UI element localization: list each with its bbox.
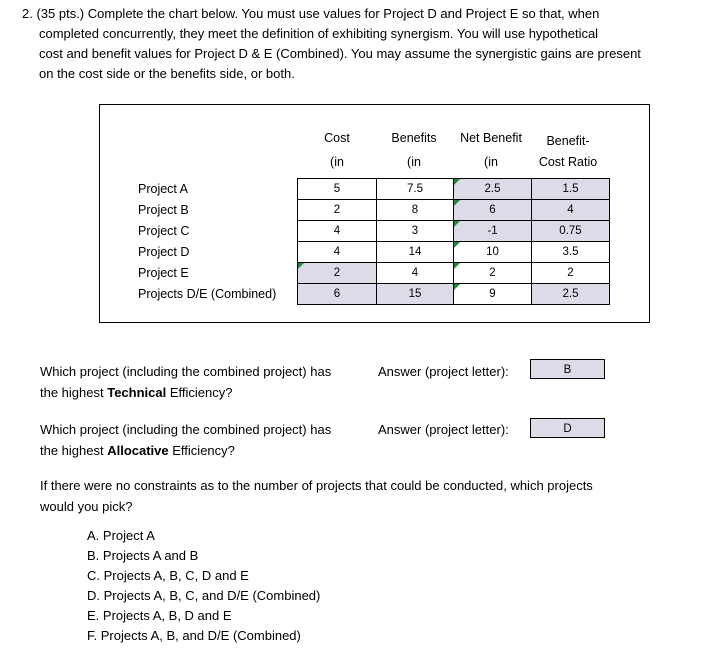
question-emphasis: Technical xyxy=(107,385,167,400)
question-line-1: 2. (35 pts.) Complete the chart below. You must use values for Project D and Project E so that, when xyxy=(22,6,600,21)
answer-options xyxy=(87,526,320,646)
formula-marker-icon xyxy=(454,263,460,269)
header-benefits-unit: (in xyxy=(407,155,421,169)
allocative-efficiency-question xyxy=(40,419,370,461)
row-label: Projects D/E (Combined) xyxy=(138,287,277,301)
net-benefit-value: 2 xyxy=(489,267,496,279)
question-line: would you pick? xyxy=(40,499,133,514)
row-label: Project B xyxy=(138,203,189,217)
question-line xyxy=(40,440,370,461)
question-text-part: the highest xyxy=(40,443,108,458)
net-benefit-value: 10 xyxy=(486,246,499,258)
net-benefit-value: 9 xyxy=(489,288,496,300)
cost-cell[interactable]: 2 xyxy=(298,200,377,221)
answer-label: Answer (project letter): xyxy=(378,422,509,437)
header-ratio-line2: Cost Ratio xyxy=(538,155,598,169)
ratio-cell[interactable]: 2.5 xyxy=(532,284,610,305)
benefits-cell[interactable]: 14 xyxy=(377,242,454,263)
technical-efficiency-question xyxy=(40,361,370,403)
formula-marker-icon xyxy=(298,263,304,269)
table-row xyxy=(298,263,610,284)
header-cost: Cost xyxy=(324,131,350,145)
cost-cell[interactable]: 5 xyxy=(298,179,377,200)
technical-efficiency-answer-field[interactable]: B xyxy=(530,359,605,379)
header-net-benefit-unit: (in xyxy=(484,155,498,169)
formula-marker-icon xyxy=(454,284,460,290)
answer-label: Answer (project letter): xyxy=(378,364,509,379)
option-b[interactable]: B. Projects A and B xyxy=(87,548,199,563)
row-label: Project A xyxy=(138,182,189,196)
allocative-efficiency-answer-field[interactable]: D xyxy=(530,418,605,438)
question-line-3: cost and benefit values for Project D & E (Combined). You may assume the synergistic gains are present xyxy=(39,46,641,61)
question-line: Which project (including the combined project) has xyxy=(40,422,332,437)
cost-cell[interactable]: 6 xyxy=(298,284,377,305)
row-label: Project D xyxy=(138,245,190,259)
question-line-4: on the cost side or the benefits side, or both. xyxy=(39,66,295,81)
net-benefit-value: 2.5 xyxy=(484,183,501,195)
formula-marker-icon xyxy=(454,200,460,206)
question-line: If there were no constraints as to the number of projects that could be conducted, which projects xyxy=(40,478,593,493)
option-d[interactable]: D. Projects A, B, C, and D/E (Combined) xyxy=(87,588,321,603)
table-row xyxy=(298,200,610,221)
header-benefits: Benefits xyxy=(391,131,437,145)
benefits-cell[interactable]: 4 xyxy=(377,263,454,284)
question-line xyxy=(40,382,370,403)
net-benefit-value: -1 xyxy=(487,225,498,237)
option-f[interactable]: F. Projects A, B, and D/E (Combined) xyxy=(87,628,301,643)
question-line: Which project (including the combined project) has xyxy=(40,364,332,379)
benefits-cell[interactable]: 7.5 xyxy=(377,179,454,200)
question-text-part: Efficiency? xyxy=(168,443,235,458)
net-benefit-cell[interactable] xyxy=(454,200,532,221)
net-benefit-cell[interactable] xyxy=(454,284,532,305)
question-emphasis: Allocative xyxy=(107,443,169,458)
benefits-cell[interactable]: 8 xyxy=(377,200,454,221)
option-e[interactable]: E. Projects A, B, D and E xyxy=(87,608,232,623)
formula-marker-icon xyxy=(454,221,460,227)
question-text-part: Efficiency? xyxy=(166,385,233,400)
header-net-benefit: Net Benefit xyxy=(460,131,522,145)
question-text-part: the highest xyxy=(40,385,108,400)
benefits-cell[interactable]: 15 xyxy=(377,284,454,305)
header-ratio: Benefit- xyxy=(546,134,590,148)
ratio-cell[interactable]: 2 xyxy=(532,263,610,284)
row-label: Project E xyxy=(138,266,189,280)
formula-marker-icon xyxy=(454,179,460,185)
question-line-2: completed concurrently, they meet the definition of exhibiting synergism. You will use hypothetical xyxy=(39,26,599,41)
header-cost-unit: (in xyxy=(330,155,344,169)
table-row xyxy=(298,242,610,263)
ratio-cell[interactable]: 4 xyxy=(532,200,610,221)
net-benefit-cell[interactable] xyxy=(454,242,532,263)
cost-cell[interactable]: 4 xyxy=(298,221,377,242)
table-row xyxy=(298,221,610,242)
question-text xyxy=(22,4,687,84)
option-a[interactable]: A. Project A xyxy=(87,528,155,543)
project-selection-question xyxy=(40,475,680,517)
net-benefit-cell[interactable] xyxy=(454,221,532,242)
benefits-cell[interactable]: 3 xyxy=(377,221,454,242)
row-label: Project C xyxy=(138,224,190,238)
ratio-cell[interactable]: 0.75 xyxy=(532,221,610,242)
formula-marker-icon xyxy=(454,242,460,248)
net-benefit-cell[interactable] xyxy=(454,263,532,284)
table-row xyxy=(298,284,610,305)
cost-value: 2 xyxy=(333,267,341,279)
cost-cell[interactable] xyxy=(298,263,377,284)
net-benefit-value: 6 xyxy=(489,204,496,216)
project-table xyxy=(297,178,610,305)
option-c[interactable]: C. Projects A, B, C, D and E xyxy=(87,568,249,583)
table-row xyxy=(298,179,610,200)
cost-cell[interactable]: 4 xyxy=(298,242,377,263)
ratio-cell[interactable]: 1.5 xyxy=(532,179,610,200)
ratio-cell[interactable]: 3.5 xyxy=(532,242,610,263)
net-benefit-cell[interactable] xyxy=(454,179,532,200)
